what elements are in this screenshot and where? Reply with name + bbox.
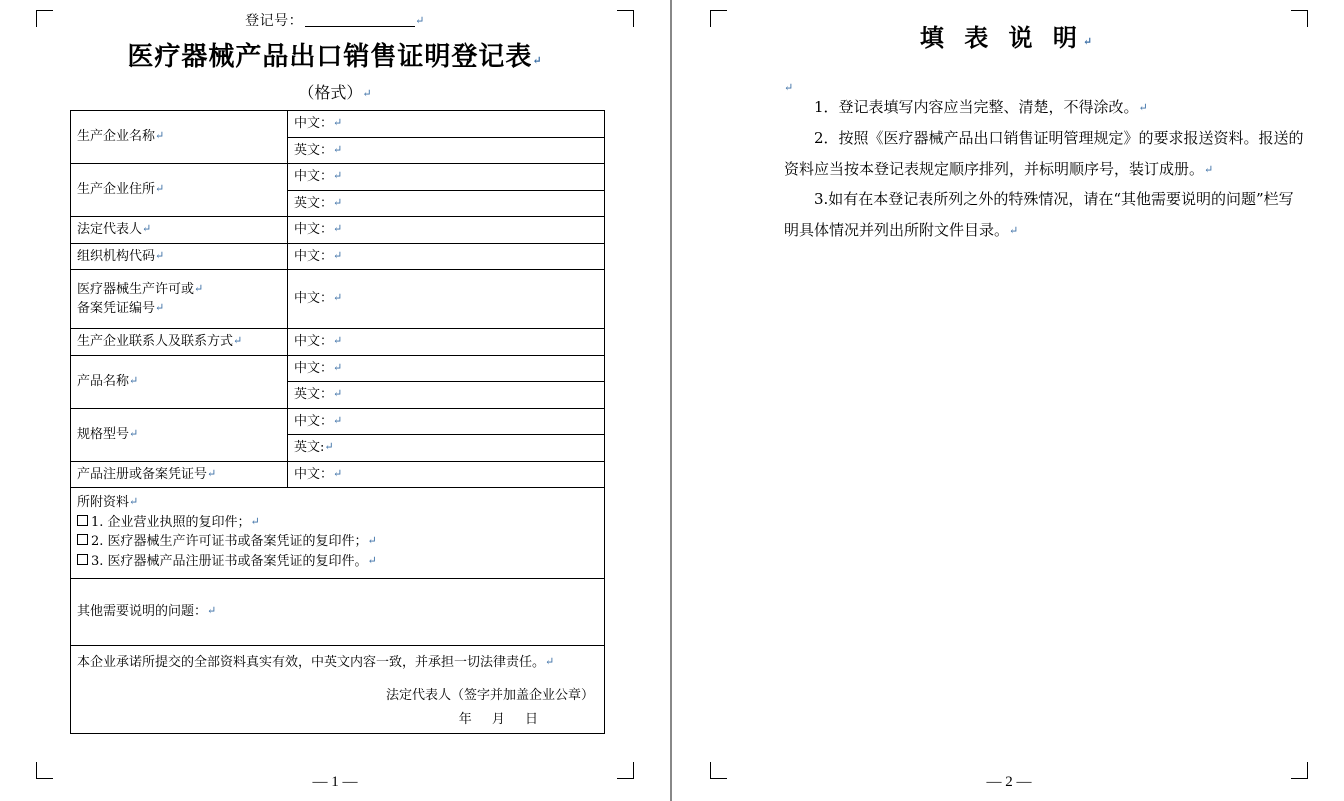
paragraph-mark-icon: ↵ [784,81,794,94]
page-title-text: 医疗器械产品出口销售证明登记表 [127,42,533,72]
field-value-product-registration-no-cn[interactable]: 中文：↵ [288,461,605,488]
paragraph-mark-icon: ↵ [155,182,165,196]
field-label-production-license-no: 医疗器械生产许可或↵ 备案凭证编号↵ [71,270,288,329]
paragraph-mark-icon: ↵ [367,534,377,547]
field-label-org-code: 组织机构代码↵ [71,243,288,270]
table-row [71,579,605,646]
paragraph-mark-icon: ↵ [333,360,343,374]
attachment-item-1[interactable]: 1. 企业营业执照的复印件；↵ [77,513,598,533]
table-row [71,461,605,488]
paragraph-mark-icon: ↵ [129,373,139,387]
date-line[interactable]: 年 月 日 [458,711,546,727]
signature-line[interactable]: 法定代表人（签字并加盖企业公章） [385,688,594,704]
attachments-header: 所附资料↵ [77,495,139,510]
paragraph-mark-icon: ↵ [415,15,425,27]
field-value-specification-en[interactable]: 英文:↵ [288,435,605,462]
paragraph-mark-icon: ↵ [333,169,343,182]
page-subtitle [0,80,670,103]
paragraph-mark-icon: ↵ [333,413,343,427]
blank-paragraph [784,72,1304,92]
table-row [71,488,605,579]
paragraph-mark-icon: ↵ [333,291,343,305]
instruction-item-1: 1．登记表填写内容应当完整、清楚，不得涂改。↵ [814,98,1148,116]
registration-form-table [70,110,605,734]
instruction-item-2: 2．按照《医疗器械产品出口销售证明管理规定》的要求报送资料。报送的资料应当按本登记表规定顺序排列，并标明顺序号，装订成册。↵ [784,128,1304,178]
paragraph-mark-icon: ↵ [333,142,343,156]
field-value-product-name-cn[interactable]: 中文：↵ [288,355,605,382]
paragraph-mark-icon: ↵ [129,426,139,440]
page-number-right: — 2 — [986,774,1032,790]
paragraph-mark-icon: ↵ [194,281,204,295]
paragraph-mark-icon: ↵ [545,654,555,668]
page-number-left: — 1 — [312,774,358,790]
table-row [71,646,605,734]
other-notes-cell[interactable]: 其他需要说明的问题：↵ [71,579,605,646]
document-page-right [674,0,1344,801]
paragraph-mark-icon: ↵ [142,222,152,235]
paragraph-mark-icon: ↵ [324,440,334,453]
checkbox-icon[interactable] [77,534,88,545]
attachments-cell [71,488,605,579]
paragraph-mark-icon: ↵ [207,604,217,618]
table-row [71,164,605,191]
field-value-product-name-en[interactable]: 英文：↵ [288,382,605,409]
checkbox-icon[interactable] [77,515,88,526]
attachment-item-2[interactable]: 2. 医疗器械生产许可证书或备案凭证的复印件；↵ [77,532,598,552]
paragraph-mark-icon: ↵ [129,495,139,508]
field-label-legal-representative: 法定代表人↵ [71,217,288,244]
paragraph-mark-icon: ↵ [333,195,343,209]
instructions-title-text: 填 表 说 明 [919,23,1083,52]
attachment-item-3[interactable]: 3. 医疗器械产品注册证书或备案凭证的复印件。↵ [77,552,598,572]
field-value-manufacturer-name-en[interactable]: 英文：↵ [288,137,605,164]
field-value-manufacturer-name-cn[interactable]: 中文：↵ [288,111,605,138]
paragraph-mark-icon: ↵ [1082,35,1099,48]
table-row [71,270,605,329]
paragraph-mark-icon: ↵ [333,116,343,129]
instructions-title [674,18,1344,53]
table-row [71,355,605,382]
checkbox-icon[interactable] [77,554,88,565]
field-value-manufacturer-address-en[interactable]: 英文：↵ [288,190,605,217]
field-label-product-name: 产品名称↵ [71,355,288,408]
page-subtitle-text: （格式） [298,85,363,102]
field-value-legal-representative-cn[interactable]: 中文：↵ [288,217,605,244]
registration-number-line [0,10,670,30]
field-label-manufacturer-address: 生产企业住所↵ [71,164,288,217]
paragraph-mark-icon: ↵ [333,387,343,400]
paragraph-mark-icon: ↵ [155,301,165,314]
promise-text: 本企业承诺所提交的全部资料真实有效，中英文内容一致，并承担一切法律责任。 [77,654,546,670]
paragraph-mark-icon: ↵ [532,54,543,67]
paragraph-mark-icon: ↵ [1009,224,1019,237]
paragraph-mark-icon: ↵ [250,514,260,528]
paragraph-mark-icon: ↵ [367,553,377,567]
field-value-contact-cn[interactable]: 中文：↵ [288,329,605,356]
paragraph-mark-icon: ↵ [362,88,372,100]
field-value-manufacturer-address-cn[interactable]: 中文：↵ [288,164,605,191]
paragraph-mark-icon: ↵ [1204,162,1214,176]
table-row [71,217,605,244]
registration-number-label: 登记号： [245,14,304,29]
paragraph-mark-icon: ↵ [333,334,343,347]
registration-number-blank[interactable] [305,26,415,27]
page-title [0,36,670,73]
field-label-manufacturer-name: 生产企业名称↵ [71,111,288,164]
field-value-org-code-cn[interactable]: 中文：↵ [288,243,605,270]
instruction-item-3: 3.如有在本登记表所列之外的特殊情况，请在“其他需要说明的问题”栏写明具体情况并列出所附文件目录。↵ [784,190,1294,239]
table-row [71,329,605,356]
table-row [71,408,605,435]
field-value-specification-cn[interactable]: 中文：↵ [288,408,605,435]
table-row [71,243,605,270]
promise-cell [71,646,605,734]
paragraph-mark-icon: ↵ [155,129,165,143]
field-label-contact: 生产企业联系人及联系方式↵ [71,329,288,356]
field-label-product-registration-no: 产品注册或备案凭证号↵ [71,461,288,488]
paragraph-mark-icon: ↵ [233,334,243,347]
table-row [71,111,605,138]
paragraph-mark-icon: ↵ [333,248,343,262]
paragraph-mark-icon: ↵ [207,466,217,480]
instructions-body [784,72,1304,246]
field-label-specification-model: 规格型号↵ [71,408,288,461]
paragraph-mark-icon: ↵ [155,248,165,262]
paragraph-mark-icon: ↵ [333,222,343,235]
paragraph-mark-icon: ↵ [333,466,343,480]
paragraph-mark-icon: ↵ [1138,101,1148,114]
field-value-production-license-no-cn[interactable]: 中文：↵ [288,270,605,329]
